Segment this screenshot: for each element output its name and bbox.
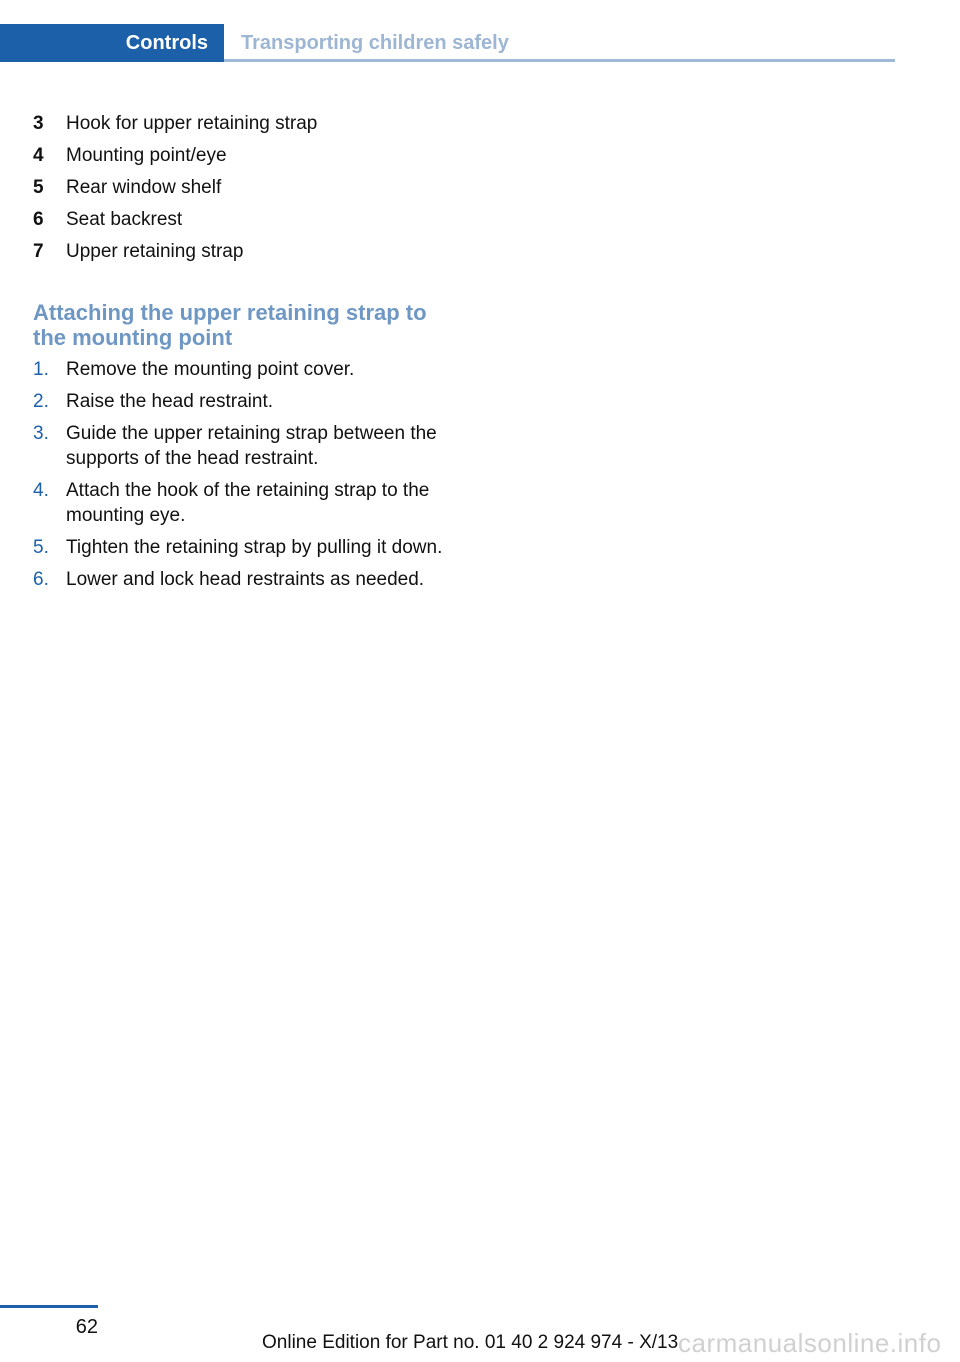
legend-item (33, 110, 473, 142)
instruction-steps (33, 357, 453, 599)
callout-legend (33, 110, 473, 270)
legend-number: 3 (33, 113, 44, 134)
legend-number: 4 (33, 145, 44, 166)
header-topic-label: Transporting children safely (241, 32, 509, 54)
legend-number: 6 (33, 209, 44, 230)
step-number: 2. (33, 391, 49, 412)
legend-number: 5 (33, 177, 44, 198)
step-item (33, 567, 453, 592)
legend-text: Rear window shelf (66, 177, 222, 198)
watermark: carmanualsonline.info (678, 1328, 942, 1358)
step-text: Attach the hook of the retaining strap to the mounting eye. (66, 480, 430, 526)
step-item (33, 389, 453, 414)
legend-text: Mounting point/eye (66, 145, 227, 166)
step-number: 6. (33, 569, 49, 590)
step-number: 3. (33, 423, 49, 444)
legend-item (33, 206, 473, 238)
legend-text: Hook for upper retaining strap (66, 113, 318, 134)
page-number: 62 (75, 1316, 98, 1338)
footer-rule (0, 1305, 98, 1308)
step-number: 5. (33, 537, 49, 558)
step-item (33, 357, 453, 382)
step-number: 1. (33, 359, 49, 380)
step-item (33, 478, 453, 528)
step-text: Tighten the retaining strap by pulling it down. (66, 537, 443, 558)
step-item (33, 535, 453, 560)
legend-text: Seat backrest (66, 209, 183, 230)
step-text: Raise the head restraint. (66, 391, 274, 412)
step-text: Lower and lock head restraints as needed. (66, 569, 425, 590)
page-header (0, 24, 895, 62)
step-text: Remove the mounting point cover. (66, 359, 355, 380)
legend-text: Upper retaining strap (66, 241, 244, 262)
legend-item (33, 142, 473, 174)
legend-number: 7 (33, 241, 44, 262)
step-item (33, 421, 453, 471)
header-rule (224, 59, 895, 62)
legend-item (33, 174, 473, 206)
step-number: 4. (33, 480, 49, 501)
edition-note: Online Edition for Part no. 01 40 2 924 974 - X/13 (262, 1332, 679, 1353)
step-text: Guide the upper retaining strap between the supports of the head restraint. (66, 423, 437, 469)
legend-item (33, 238, 473, 270)
section-title: Attaching the upper retaining strap to the mounting point (33, 300, 427, 350)
header-section-label: Controls (0, 24, 224, 62)
